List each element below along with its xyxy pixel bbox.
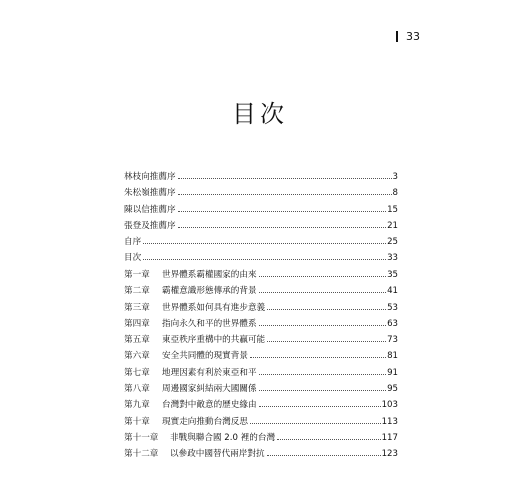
dot-leader xyxy=(143,243,386,244)
chapter-page: 63 xyxy=(387,318,398,329)
chapter-title: 周邊國家糾結兩大國關係 xyxy=(162,384,257,395)
chapter-title: 台灣對中敵意的歷史緣由 xyxy=(162,400,257,411)
entry-page: 21 xyxy=(387,220,398,231)
entry-page: 3 xyxy=(392,172,398,182)
chapter-title: 霸權意識形態傳承的背景 xyxy=(162,286,257,297)
dot-leader xyxy=(250,357,386,358)
chapter-page: 35 xyxy=(387,270,398,280)
chapter-title: 非戰與聯合國 2.0 裡的台灣 xyxy=(170,432,276,443)
dot-leader xyxy=(259,390,387,391)
front-matter-entry[interactable] xyxy=(124,186,398,202)
chapter-page: 113 xyxy=(381,416,398,427)
dot-leader xyxy=(259,374,387,375)
dot-leader xyxy=(259,325,387,326)
chapter-number: 第十二章 xyxy=(124,449,159,460)
toc-title: 目次 xyxy=(232,100,288,129)
entry-title: 自序 xyxy=(124,237,142,248)
chapter-entry[interactable] xyxy=(124,415,398,431)
dot-leader xyxy=(259,292,387,293)
dot-leader xyxy=(267,341,386,342)
front-matter-entry[interactable] xyxy=(124,219,398,235)
chapter-page: 103 xyxy=(381,400,398,411)
chapter-entry[interactable] xyxy=(124,301,398,317)
chapter-number: 第八章 xyxy=(124,384,150,395)
chapter-page: 95 xyxy=(387,384,398,395)
front-matter-list xyxy=(124,170,398,268)
chapter-page: 91 xyxy=(387,367,398,378)
front-matter-entry[interactable] xyxy=(124,170,398,186)
chapter-page: 81 xyxy=(387,351,398,362)
chapter-number: 第六章 xyxy=(124,351,150,362)
chapter-number: 第二章 xyxy=(124,286,150,297)
chapter-title: 以參政中國替代兩岸對抗 xyxy=(170,449,265,460)
chapter-entry[interactable] xyxy=(124,398,398,414)
entry-title: 陳以信推薦序 xyxy=(124,204,176,215)
entry-title: 目次 xyxy=(124,253,142,264)
front-matter-entry[interactable] xyxy=(124,235,398,251)
chapter-title: 地理因素有利於東亞和平 xyxy=(162,367,257,378)
chapter-number: 第十章 xyxy=(124,416,150,427)
chapter-title: 東亞秩序重構中的共贏可能 xyxy=(162,335,266,346)
dot-leader xyxy=(259,276,387,277)
chapter-entry[interactable] xyxy=(124,366,398,382)
front-matter-entry[interactable] xyxy=(124,251,398,267)
page-number: 33 xyxy=(406,30,420,43)
dot-leader xyxy=(259,406,381,407)
entry-title: 朱松嶺推薦序 xyxy=(124,188,176,199)
dot-leader xyxy=(178,194,392,195)
entry-page: 8 xyxy=(392,188,398,199)
header-divider xyxy=(396,31,398,42)
chapter-page: 123 xyxy=(381,449,398,460)
chapter-number: 第九章 xyxy=(124,400,150,411)
chapter-number: 第三章 xyxy=(124,302,150,313)
chapter-entry[interactable] xyxy=(124,382,398,398)
dot-leader xyxy=(267,455,381,456)
chapter-page: 117 xyxy=(381,432,398,443)
chapter-page: 53 xyxy=(387,302,398,313)
chapter-entry[interactable] xyxy=(124,284,398,300)
chapter-number: 第七章 xyxy=(124,367,150,378)
chapter-page: 41 xyxy=(387,286,398,297)
chapter-page: 73 xyxy=(387,335,398,346)
dot-leader xyxy=(178,178,392,179)
chapter-list xyxy=(124,268,398,464)
chapter-entry[interactable] xyxy=(124,447,398,463)
chapter-number: 第一章 xyxy=(124,270,150,280)
front-matter-entry[interactable] xyxy=(124,203,398,219)
dot-leader xyxy=(143,259,386,260)
chapter-title: 世界體系霸權國家的由來 xyxy=(162,270,257,280)
dot-leader xyxy=(178,211,386,212)
chapter-title: 安全共同體的現實背景 xyxy=(162,351,248,362)
entry-page: 25 xyxy=(387,237,398,248)
chapter-number: 第五章 xyxy=(124,335,150,346)
entry-title: 張登及推薦序 xyxy=(124,220,176,231)
chapter-entry[interactable] xyxy=(124,431,398,447)
entry-title: 林枝向推薦序 xyxy=(124,172,176,182)
entry-page: 15 xyxy=(387,204,398,215)
dot-leader xyxy=(250,423,381,424)
dot-leader xyxy=(267,309,386,310)
chapter-entry[interactable] xyxy=(124,268,398,284)
running-header xyxy=(396,30,420,43)
chapter-number: 第十一章 xyxy=(124,432,159,443)
dot-leader xyxy=(277,439,381,440)
chapter-number: 第四章 xyxy=(124,318,150,329)
chapter-entry[interactable] xyxy=(124,317,398,333)
chapter-title: 指向永久和平的世界體系 xyxy=(162,318,257,329)
dot-leader xyxy=(178,227,386,228)
entry-page: 33 xyxy=(387,253,398,264)
chapter-title: 世界體系如何具有進步意義 xyxy=(162,302,266,313)
chapter-entry[interactable] xyxy=(124,349,398,365)
chapter-entry[interactable] xyxy=(124,333,398,349)
chapter-title: 現實走向推動台灣反思 xyxy=(162,416,248,427)
